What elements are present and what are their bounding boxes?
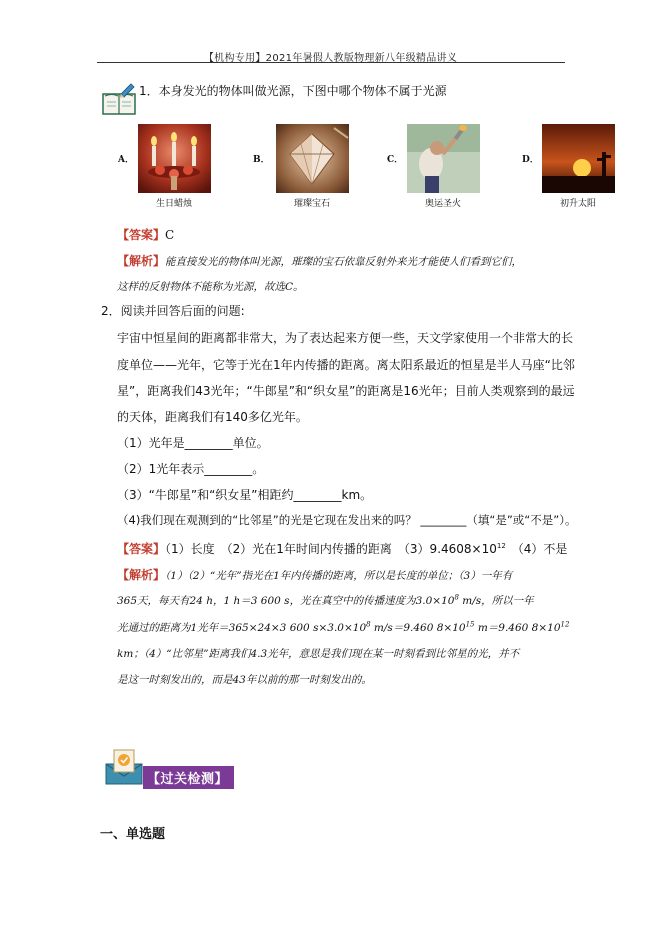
page-header: 【机构专用】2021年暑假人教版物理新八年级精品讲义	[203, 53, 458, 64]
q2-answer	[117, 540, 567, 557]
passage-line-3: 星”，距离我们43光年；“牛郎星”和“织女星”的距离是16光年；目前人类观察到的最远	[117, 384, 575, 398]
q2-explain-line-2	[117, 593, 534, 608]
part-title: 一、单选题	[100, 827, 166, 842]
option-a-caption: 生日蜡烛	[155, 199, 192, 209]
explain-text: （1）（2）“光年”指光在1年内传播的距离，所以是长度的单位；（3）一年有	[165, 570, 513, 582]
sub-question-1: （1）光年是________单位。	[117, 436, 269, 450]
explain-label: 【解析】	[117, 568, 166, 582]
sub-question-3: （3）“牛郎星”和“织女星”相距约________km。	[117, 488, 373, 502]
q2-explain-line-3	[117, 620, 569, 635]
answer-text-2: （4）不是	[505, 542, 568, 556]
option-a-letter: A．	[118, 155, 134, 165]
answer-value: C	[165, 228, 175, 242]
answer-text: （1）长度 （2）光在1年时间内传播的距离 （3）9.4608×10	[165, 542, 497, 556]
q2-explain-line-5: 是这一时刻发出的，而是43年以前的那一时刻发出的。	[117, 674, 372, 686]
answer-label: 【答案】	[117, 228, 166, 242]
passage-line-1: 宇宙中恒星间的距离都非常大，为了表达起来方便一些，天文学家使用一个非常大的长	[117, 331, 574, 345]
explain-text: 365天，每天有24 h，1 h＝3 600 s，光在真空中的传播速度为3.0×10	[117, 595, 455, 607]
birthday-candles-image	[138, 124, 211, 193]
book-pencil-icon	[101, 82, 137, 116]
question-2-stem: 2．阅读并回答后面的问题:	[101, 304, 245, 318]
exponent: 12	[560, 620, 570, 629]
question-1-stem: 1．本身发光的物体叫做光源，下图中哪个物体不属于光源	[139, 84, 447, 98]
option-d-letter: D．	[522, 155, 539, 165]
q1-explain-line-1	[117, 252, 522, 269]
passage-line-4: 的天体，距离我们有140多亿光年。	[117, 410, 308, 424]
olympic-torch-image	[407, 124, 480, 193]
explain-text: m/s，所以一年	[458, 595, 534, 607]
passage-line-2: 度单位——光年，它等于光在1年内传播的距离。离太阳系最近的恒星是半人马座“比邻	[117, 358, 575, 372]
q2-explain-line-4: km；（4）“比邻星”距离我们4.3光年，意思是我们现在某一时刻看到比邻星的光，并不	[117, 648, 520, 660]
explain-text: m/s＝9.460 8×10	[370, 622, 466, 634]
q1-explain-line-2: 这样的反射物体不能称为光源，故选C。	[117, 281, 304, 293]
option-b-letter: B．	[253, 155, 270, 165]
explain-text: 光通过的距离为1光年＝365×24×3 600 s×3.0×10	[117, 622, 367, 634]
answer-exponent: 12	[496, 542, 506, 550]
sub-question-4: （4)我们现在观测到的“比邻星”的光是它现在发出来的吗？ ________（填“是”或“不是”）。	[117, 513, 577, 527]
exponent: 15	[465, 620, 475, 629]
q2-explain-line-1	[117, 566, 512, 583]
answer-label: 【答案】	[117, 542, 166, 556]
exponent: 8	[366, 620, 371, 629]
gemstone-image	[276, 124, 349, 193]
section-label: 【过关检测】	[143, 766, 234, 789]
option-b-caption: 璀璨宝石	[293, 199, 330, 209]
option-c-caption: 奥运圣火	[424, 199, 461, 209]
explain-text: 能直接发光的物体叫光源，璀璨的宝石依靠反射外来光才能使人们看到它们，	[165, 256, 523, 268]
option-c-letter: C．	[387, 155, 404, 165]
envelope-check-icon	[104, 748, 144, 786]
explain-label: 【解析】	[117, 254, 166, 268]
sub-question-2: （2）1光年表示________。	[117, 462, 265, 476]
q1-answer	[117, 226, 174, 243]
exponent: 8	[454, 593, 459, 602]
header-divider	[97, 62, 565, 63]
option-d-caption: 初升太阳	[559, 199, 596, 209]
rising-sun-image	[542, 124, 615, 193]
explain-text: m＝9.460 8×10	[474, 622, 561, 634]
